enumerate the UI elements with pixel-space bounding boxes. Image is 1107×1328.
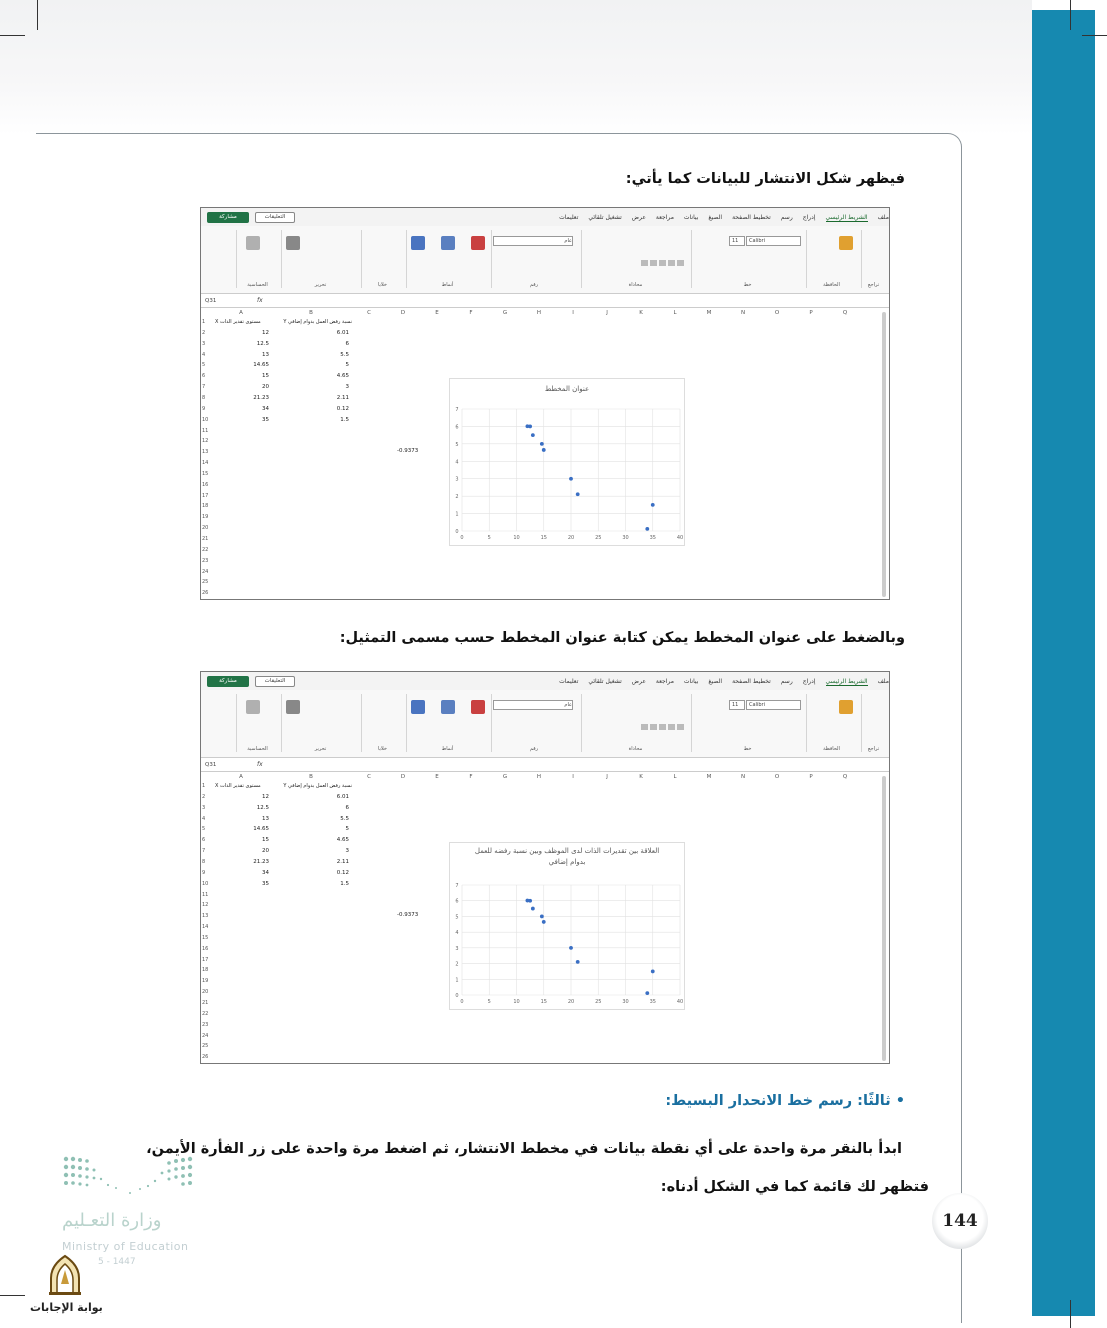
x-tick-label: 15 <box>540 999 547 1005</box>
row-header[interactable]: 10 <box>202 880 209 887</box>
cell-y-value[interactable]: 4.65 <box>336 837 349 844</box>
row-header[interactable]: 16 <box>202 945 209 952</box>
header-band <box>0 0 1032 135</box>
row-header[interactable]: 22 <box>202 1010 209 1017</box>
row-header[interactable]: 12 <box>202 438 209 445</box>
ribbon-group-label: خلايا <box>378 746 387 752</box>
cell-header-x[interactable]: مستوى تقدير الذات X <box>215 319 261 325</box>
x-tick-label: 25 <box>595 999 602 1005</box>
correlation-cell[interactable]: -0.9373 <box>397 448 419 455</box>
row-header[interactable]: 10 <box>202 416 209 423</box>
column-header[interactable]: K <box>639 310 643 316</box>
column-header[interactable]: F <box>469 774 473 780</box>
toolbar-button[interactable] <box>677 260 684 266</box>
chart-plot-area <box>450 379 686 547</box>
ribbon-group <box>361 230 403 288</box>
column-header[interactable]: J <box>606 774 608 780</box>
sensitivity-icon[interactable] <box>246 700 260 714</box>
ribbon-tab[interactable]: ملف <box>877 678 889 685</box>
ministry-logo-dots <box>62 1155 197 1200</box>
y-tick-label: 4 <box>455 459 459 466</box>
column-header[interactable]: F <box>469 310 473 316</box>
ribbon-tab[interactable]: الشريط الرئيسي <box>825 678 868 685</box>
row-header[interactable]: 11 <box>202 427 209 434</box>
row-header[interactable]: 24 <box>202 568 209 575</box>
table-format-icon[interactable] <box>441 700 455 714</box>
data-point[interactable] <box>645 991 649 995</box>
row-header[interactable]: 7 <box>202 848 206 855</box>
cell-x-value[interactable]: 12 <box>262 329 269 336</box>
column-header[interactable]: P <box>809 774 813 780</box>
cell-x-value[interactable]: 15 <box>262 373 269 380</box>
column-header[interactable]: H <box>536 310 542 316</box>
row-header[interactable]: 23 <box>202 1021 209 1028</box>
cell-y-value[interactable]: 4.65 <box>336 373 349 380</box>
ribbon-tab[interactable]: عرض <box>631 678 646 685</box>
column-header[interactable]: G <box>502 774 508 780</box>
excel-screenshot-2 <box>200 671 890 1064</box>
x-tick-label: 0 <box>460 999 464 1005</box>
row-header[interactable]: 11 <box>202 891 209 898</box>
toolbar-button[interactable] <box>668 260 675 266</box>
paragraph-intro: فيظهر شكل الانتشار للبيانات كما يأتي: <box>625 171 905 187</box>
y-tick-label: 5 <box>455 914 459 921</box>
ribbon-group-label: الحساسية <box>247 746 268 752</box>
column-header[interactable]: I <box>572 310 574 316</box>
data-point[interactable] <box>542 448 546 452</box>
cell-y-value[interactable]: 1.5 <box>340 880 349 887</box>
column-header[interactable]: E <box>435 310 439 316</box>
row-header[interactable]: 21 <box>202 536 209 542</box>
toolbar-button[interactable] <box>650 724 657 730</box>
ribbon-group-label: رقم <box>529 282 539 288</box>
conditional-format-icon[interactable] <box>471 700 485 714</box>
row-header[interactable]: 26 <box>202 590 209 597</box>
name-box[interactable]: Q31 <box>205 298 217 304</box>
row-header[interactable]: 9 <box>202 869 206 876</box>
vertical-scrollbar[interactable] <box>882 776 886 1061</box>
worksheet-grid[interactable] <box>201 310 889 600</box>
toolbar-button[interactable] <box>659 260 666 266</box>
row-header[interactable]: 19 <box>202 514 209 521</box>
column-header[interactable]: J <box>606 310 608 316</box>
ribbon-group-label: تحرير <box>314 282 327 288</box>
number-format-box[interactable]: عام <box>493 700 573 710</box>
column-header[interactable]: Q <box>842 774 848 780</box>
y-tick-label: 2 <box>455 961 459 968</box>
ribbon-group-label: تراجع <box>867 746 880 752</box>
ministry-year: 5 - 1447 <box>98 1257 136 1267</box>
font-name-box[interactable]: Calibri <box>746 236 801 246</box>
data-point[interactable] <box>528 425 532 429</box>
row-header[interactable]: 15 <box>202 470 209 477</box>
ribbon-group-label: محاذاة <box>628 746 643 752</box>
worksheet-grid[interactable] <box>201 774 889 1064</box>
ribbon-group <box>581 230 689 288</box>
row-header[interactable]: 8 <box>202 858 206 865</box>
ribbon-group-label: أنماط <box>441 282 454 288</box>
cell-y-value[interactable]: 3 <box>345 384 349 391</box>
row-header[interactable]: 12 <box>202 902 209 909</box>
ribbon-group-label: رقم <box>529 746 539 752</box>
ministry-name-arabic: وزارة التعـليم <box>62 1210 162 1231</box>
row-header[interactable]: 15 <box>202 934 209 941</box>
ribbon-group-label: خط <box>743 282 752 288</box>
cell-x-value[interactable]: 34 <box>262 869 269 876</box>
side-accent-band <box>1032 10 1095 1316</box>
row-header[interactable]: 22 <box>202 546 209 553</box>
row-header[interactable]: 16 <box>202 481 209 488</box>
column-header[interactable]: N <box>740 310 746 316</box>
cell-x-value[interactable]: 14.65 <box>253 826 269 833</box>
scatter-chart[interactable] <box>449 378 685 546</box>
ribbon-tab[interactable]: تعليمات <box>559 214 579 221</box>
cell-style-icon[interactable] <box>411 236 425 250</box>
cell-y-value[interactable]: 5 <box>345 362 349 369</box>
row-header[interactable]: 13 <box>202 449 209 456</box>
ribbon-tab[interactable]: الصيغ <box>708 678 723 685</box>
data-point[interactable] <box>528 899 532 903</box>
column-header[interactable]: H <box>536 774 542 780</box>
ribbon-tabs <box>201 208 889 226</box>
x-tick-label: 5 <box>487 535 491 541</box>
toolbar-button[interactable] <box>650 260 657 266</box>
cell-y-value[interactable]: 0.12 <box>336 869 349 876</box>
cell-x-value[interactable]: 21.23 <box>253 394 269 401</box>
cell-x-value[interactable]: 20 <box>262 384 269 391</box>
ribbon-tab[interactable]: بيانات <box>683 678 699 685</box>
column-header[interactable]: L <box>673 310 677 316</box>
ribbon-tab[interactable]: ملف <box>877 214 889 221</box>
column-header[interactable]: Q <box>842 310 848 316</box>
row-header[interactable]: 18 <box>202 503 209 510</box>
crop-mark <box>0 35 25 36</box>
ribbon-tab[interactable]: تخطيط الصفحة <box>732 678 771 685</box>
toolbar-button[interactable] <box>641 724 648 730</box>
answers-gate-label: بوابة الإجابات <box>30 1301 103 1314</box>
y-tick-label: 7 <box>455 407 459 413</box>
chart-plot-area <box>450 843 686 1011</box>
toolbar-button[interactable] <box>641 260 648 266</box>
crop-mark <box>37 0 38 30</box>
x-tick-label: 20 <box>567 999 575 1005</box>
row-header[interactable]: 6 <box>202 837 206 844</box>
y-tick-label: 2 <box>455 494 459 501</box>
column-header[interactable]: B <box>309 310 313 316</box>
ribbon-tab[interactable]: مراجعة <box>655 214 674 221</box>
row-header[interactable]: 3 <box>202 340 206 347</box>
cell-y-value[interactable]: 5 <box>345 826 349 833</box>
data-point[interactable] <box>576 492 580 496</box>
share-button[interactable]: مشاركة <box>207 676 249 687</box>
toolbar-button[interactable] <box>668 724 675 730</box>
column-header[interactable]: P <box>809 310 813 316</box>
paragraph-menu: فتظهر لك قائمة كما في الشكل أدناه: <box>660 1179 929 1195</box>
data-point[interactable] <box>531 907 535 911</box>
row-header[interactable]: 17 <box>202 492 209 499</box>
row-header[interactable]: 6 <box>202 373 206 380</box>
data-point[interactable] <box>531 433 535 437</box>
row-header[interactable]: 26 <box>202 1054 209 1061</box>
column-header[interactable]: A <box>239 310 243 316</box>
cell-y-value[interactable]: 6.01 <box>336 329 349 336</box>
paragraph-instruction: ابدأ بالنقر مرة واحدة على أي نقطة بيانات في مخطط الانتشار، ثم اضغط مرة واحدة على زر الفأرة الأيمن، <box>146 1141 902 1157</box>
scatter-chart[interactable] <box>449 842 685 1010</box>
y-tick-label: 0 <box>455 529 459 535</box>
data-point[interactable] <box>540 915 544 919</box>
x-tick-label: 0 <box>460 535 464 541</box>
find-icon[interactable] <box>286 700 300 714</box>
data-point[interactable] <box>569 946 573 950</box>
column-header[interactable]: K <box>639 774 643 780</box>
row-header[interactable]: 18 <box>202 967 209 974</box>
cell-y-value[interactable]: 5.5 <box>340 351 349 358</box>
formula-bar[interactable] <box>201 296 889 308</box>
x-tick-label: 40 <box>676 999 684 1005</box>
function-icon[interactable]: fx <box>257 297 263 304</box>
ribbon-tab[interactable]: الصيغ <box>708 214 723 221</box>
paragraph-chart-title: وبالضغط على عنوان المخطط يمكن كتابة عنوان المخطط حسب مسمى التمثيل: <box>339 630 905 646</box>
crop-mark <box>0 1295 25 1296</box>
crop-mark <box>1070 0 1071 30</box>
ribbon-tab[interactable]: رسم <box>780 214 793 221</box>
row-header[interactable]: 14 <box>202 460 209 467</box>
row-header[interactable]: 13 <box>202 913 209 920</box>
cell-y-value[interactable]: 6.01 <box>336 793 349 800</box>
chart-title[interactable]: العلاقة بين تقديرات الذات لدى الموظف وبين نسبة رفضه للعمل بدوام إضافي <box>474 847 660 866</box>
ribbon-group <box>861 230 885 288</box>
row-header[interactable]: 5 <box>202 362 206 369</box>
ribbon-tab[interactable]: إدراج <box>802 678 816 685</box>
x-tick-label: 35 <box>649 535 656 541</box>
row-header[interactable]: 23 <box>202 557 209 564</box>
cell-x-value[interactable]: 20 <box>262 848 269 855</box>
share-button[interactable]: مشاركة <box>207 212 249 223</box>
crop-mark <box>1082 35 1107 36</box>
x-tick-label: 25 <box>595 535 602 541</box>
section-heading: • ثالثًا: رسم خط الانحدار البسيط: <box>665 1093 905 1109</box>
ribbon-group-label: الحافظة <box>823 282 840 288</box>
y-tick-label: 0 <box>455 993 459 999</box>
ribbon-tab[interactable]: عرض <box>631 214 646 221</box>
row-header[interactable]: 25 <box>202 579 209 586</box>
row-header[interactable]: 1 <box>202 783 206 789</box>
y-tick-label: 7 <box>455 883 459 889</box>
data-point[interactable] <box>542 920 546 924</box>
x-tick-label: 10 <box>513 535 520 541</box>
ribbon-tab[interactable]: إدراج <box>802 214 816 221</box>
chart-title[interactable]: عنوان المخطط <box>544 385 590 393</box>
x-tick-label: 30 <box>622 535 629 541</box>
find-icon[interactable] <box>286 236 300 250</box>
ribbon-tabs <box>201 672 889 690</box>
cell-header-y[interactable]: نسبة رفض العمل بدوام إضافي Y <box>283 783 352 789</box>
row-header[interactable]: 14 <box>202 924 209 931</box>
cell-x-value[interactable]: 12.5 <box>256 340 269 347</box>
page-number: 144 <box>932 1193 988 1249</box>
name-box[interactable]: Q31 <box>205 762 217 768</box>
x-tick-label: 20 <box>567 535 575 541</box>
ribbon-group-label: خلايا <box>378 282 387 288</box>
number-format-box[interactable]: عام <box>493 236 573 246</box>
column-header[interactable]: D <box>400 310 406 316</box>
row-header[interactable]: 17 <box>202 956 209 963</box>
column-header[interactable]: I <box>572 774 574 780</box>
column-header[interactable]: L <box>673 774 677 780</box>
cell-y-value[interactable]: 6 <box>345 804 349 811</box>
y-tick-label: 1 <box>455 511 459 518</box>
font-name-box[interactable]: Calibri <box>746 700 801 710</box>
row-header[interactable]: 5 <box>202 826 206 833</box>
row-header[interactable]: 19 <box>202 978 209 985</box>
cell-y-value[interactable]: 6 <box>345 340 349 347</box>
ribbon-tab[interactable]: رسم <box>780 678 793 685</box>
vertical-scrollbar[interactable] <box>882 312 886 597</box>
cell-header-x[interactable]: مستوى تقدير الذات X <box>215 783 261 789</box>
toolbar-button[interactable] <box>659 724 666 730</box>
excel-screenshot-1 <box>200 207 890 600</box>
correlation-cell[interactable]: -0.9373 <box>397 912 419 919</box>
ribbon-group-label: الحافظة <box>823 746 840 752</box>
cell-y-value[interactable]: 1.5 <box>340 416 349 423</box>
cell-x-value[interactable]: 15 <box>262 837 269 844</box>
comments-button[interactable]: التعليقات <box>255 676 295 687</box>
column-header[interactable]: N <box>740 774 746 780</box>
y-tick-label: 6 <box>455 898 459 905</box>
cell-style-icon[interactable] <box>411 700 425 714</box>
data-point[interactable] <box>651 970 655 974</box>
x-tick-label: 35 <box>649 999 656 1005</box>
cell-y-value[interactable]: 5.5 <box>340 815 349 822</box>
cell-x-value[interactable]: 35 <box>262 880 269 887</box>
column-header[interactable]: E <box>435 774 439 780</box>
font-size-box[interactable]: 11 <box>729 236 745 246</box>
ribbon-group <box>581 694 689 752</box>
ribbon-tab[interactable]: تخطيط الصفحة <box>732 214 771 221</box>
row-header[interactable]: 25 <box>202 1043 209 1050</box>
x-tick-label: 30 <box>622 999 629 1005</box>
column-header[interactable]: B <box>309 774 313 780</box>
comments-button[interactable]: التعليقات <box>255 212 295 223</box>
cell-y-value[interactable]: 0.12 <box>336 405 349 412</box>
ribbon-group-label: تحرير <box>314 746 327 752</box>
cell-y-value[interactable]: 2.11 <box>336 394 349 401</box>
ribbon-group-label: أنماط <box>441 746 454 752</box>
ribbon-tab[interactable]: تعليمات <box>559 678 579 685</box>
formula-bar[interactable] <box>201 760 889 772</box>
column-header[interactable]: M <box>706 774 712 780</box>
ministry-name-english: Ministry of Education <box>62 1240 189 1253</box>
answers-gate-icon <box>46 1254 84 1296</box>
row-header[interactable]: 3 <box>202 804 206 811</box>
y-tick-label: 5 <box>455 441 459 448</box>
row-header[interactable]: 20 <box>202 989 209 996</box>
ribbon-body <box>201 690 889 758</box>
paste-icon[interactable] <box>839 700 853 714</box>
cell-x-value[interactable]: 35 <box>262 416 269 423</box>
x-tick-label: 5 <box>487 999 491 1005</box>
cell-header-y[interactable]: نسبة رفض العمل بدوام إضافي Y <box>283 319 352 325</box>
row-header[interactable]: 4 <box>202 351 206 358</box>
column-header[interactable]: O <box>774 774 780 780</box>
cell-y-value[interactable]: 2.11 <box>336 858 349 865</box>
row-header[interactable]: 2 <box>202 329 206 336</box>
x-tick-label: 10 <box>513 999 520 1005</box>
y-tick-label: 4 <box>455 930 459 937</box>
column-header[interactable]: G <box>502 310 508 316</box>
conditional-format-icon[interactable] <box>471 236 485 250</box>
ribbon-body <box>201 226 889 294</box>
font-size-box[interactable]: 11 <box>729 700 745 710</box>
column-header[interactable]: M <box>706 310 712 316</box>
ribbon-tab[interactable]: تشغيل تلقائي <box>588 678 622 685</box>
x-tick-label: 40 <box>676 535 684 541</box>
ribbon-tab[interactable]: الشريط الرئيسي <box>825 214 868 221</box>
ribbon-group <box>861 694 885 752</box>
ribbon-tab[interactable]: مراجعة <box>655 678 674 685</box>
row-header[interactable]: 1 <box>202 319 206 325</box>
y-tick-label: 3 <box>455 945 459 952</box>
cell-y-value[interactable]: 3 <box>345 848 349 855</box>
row-header[interactable]: 8 <box>202 394 206 401</box>
data-point[interactable] <box>651 503 655 507</box>
row-header[interactable]: 21 <box>202 1000 209 1006</box>
column-header[interactable]: C <box>367 774 371 780</box>
y-tick-label: 6 <box>455 424 459 431</box>
ribbon-tab[interactable]: تشغيل تلقائي <box>588 214 622 221</box>
table-format-icon[interactable] <box>441 236 455 250</box>
y-tick-label: 3 <box>455 476 459 483</box>
paste-icon[interactable] <box>839 236 853 250</box>
cell-x-value[interactable]: 13 <box>262 351 269 358</box>
data-point[interactable] <box>576 960 580 964</box>
data-point[interactable] <box>569 477 573 481</box>
row-header[interactable]: 4 <box>202 815 206 822</box>
ribbon-group <box>361 694 403 752</box>
column-header[interactable]: C <box>367 310 371 316</box>
data-point[interactable] <box>540 442 544 446</box>
cell-x-value[interactable]: 13 <box>262 815 269 822</box>
column-header[interactable]: O <box>774 310 780 316</box>
function-icon[interactable]: fx <box>257 761 263 768</box>
row-header[interactable]: 7 <box>202 384 206 391</box>
y-tick-label: 1 <box>455 977 459 984</box>
cell-x-value[interactable]: 34 <box>262 405 269 412</box>
ribbon-tab[interactable]: بيانات <box>683 214 699 221</box>
cell-x-value[interactable]: 21.23 <box>253 858 269 865</box>
crop-mark <box>1070 1300 1071 1328</box>
cell-x-value[interactable]: 12.5 <box>256 804 269 811</box>
ribbon-group-label: محاذاة <box>628 282 643 288</box>
x-tick-label: 15 <box>540 535 547 541</box>
ribbon-group-label: الحساسية <box>247 282 268 288</box>
row-header[interactable]: 20 <box>202 525 209 532</box>
row-header[interactable]: 9 <box>202 405 206 412</box>
cell-x-value[interactable]: 14.65 <box>253 362 269 369</box>
row-header[interactable]: 2 <box>202 793 206 800</box>
column-header[interactable]: D <box>400 774 406 780</box>
column-header[interactable]: A <box>239 774 243 780</box>
sensitivity-icon[interactable] <box>246 236 260 250</box>
cell-x-value[interactable]: 12 <box>262 793 269 800</box>
row-header[interactable]: 24 <box>202 1032 209 1039</box>
toolbar-button[interactable] <box>677 724 684 730</box>
ribbon-group-label: تراجع <box>867 282 880 288</box>
data-point[interactable] <box>645 527 649 531</box>
ribbon-group-label: خط <box>743 746 752 752</box>
